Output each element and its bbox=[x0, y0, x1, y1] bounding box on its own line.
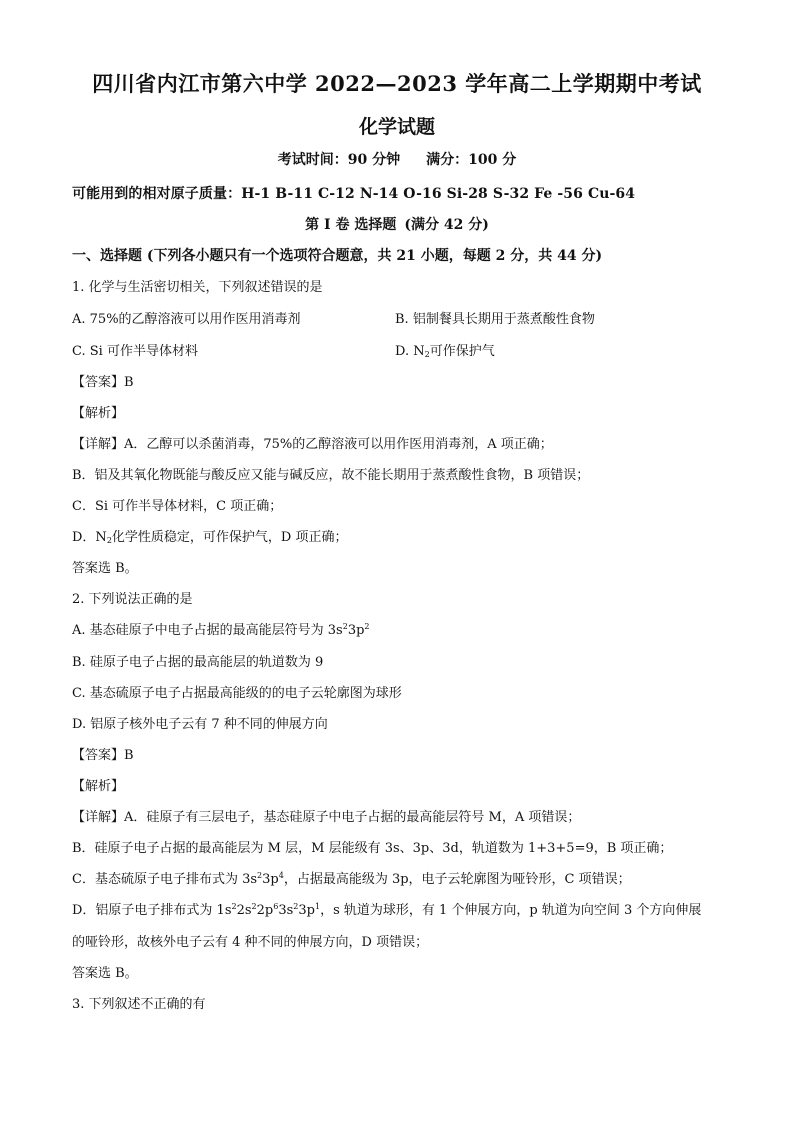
question-1-answer: 【答案】B bbox=[72, 375, 134, 390]
question-2-detail-d: D．铝原子电子排布式为 $1s^22s^22p^63s^23p^1$，s 轨道为球形，有 1 个伸展方向，p 轨道为向空间 3 个方向伸展 bbox=[72, 902, 702, 918]
question-1-option-a: A. 75%的乙醇溶液可以用作医用消毒剂 bbox=[72, 312, 301, 327]
exam-time: 考试时间：90 分钟 bbox=[277, 152, 401, 168]
question-1-option-d: D. $N_2$可作保护气 bbox=[395, 344, 495, 359]
question-1-detail-d: D．$N_2$化学性质稳定，可作保护气，D 项正确； bbox=[72, 530, 348, 545]
question-1-analysis-label: 【解析】 bbox=[72, 406, 125, 421]
question-1-detail-a: 【详解】A．乙醇可以杀菌消毒，75%的乙醇溶液可以用作医用消毒剂，A 项正确； bbox=[72, 437, 553, 452]
question-2-option-a: A. 基态硅原子中电子占据的最高能层符号为 $3s^23p^2$ bbox=[72, 622, 370, 638]
question-1-stem: 1. 化学与生活密切相关，下列叙述错误的是 bbox=[72, 280, 323, 295]
question-2-option-b: B. 硅原子电子占据的最高能层的轨道数为 9 bbox=[72, 655, 324, 670]
question-1-option-c: C. Si 可作半导体材料 bbox=[72, 344, 198, 359]
question-2-detail-a: 【详解】A．硅原子有三层电子，基态硅原子中电子占据的最高能层符号 M，A 项错误； bbox=[72, 810, 581, 825]
question-1-option-b: B. 铝制餐具长期用于蒸煮酸性食物 bbox=[395, 312, 595, 327]
question-2-detail-c: C．基态硫原子电子排布式为 $3s^23p^4$，占据最高能级为 3p，电子云轮廓图为哑铃形，C 项错误； bbox=[72, 871, 631, 887]
exam-title: 四川省内江市第六中学 2022—2023 学年高二上学期期中考试 bbox=[92, 71, 702, 96]
question-1-detail-b: B．铝及其氧化物既能与酸反应又能与碱反应，故不能长期用于蒸煮酸性食物，B 项错误； bbox=[72, 468, 590, 483]
section-heading bbox=[0, 214, 794, 234]
question-2-stem: 2. 下列说法正确的是 bbox=[72, 592, 193, 607]
full-score: 满分：100 分 bbox=[426, 152, 517, 168]
exam-subtitle: 化学试题 bbox=[358, 116, 435, 138]
atomic-masses: 可能用到的相对原子质量：H-1 B-11 C-12 N-14 O-16 Si-28 S-32 Fe -56 Cu-64 bbox=[72, 186, 636, 202]
question-2-option-c: C. 基态硫原子电子占据最高能级的的电子云轮廓图为球形 bbox=[72, 686, 402, 701]
question-2-detail-b: B．硅原子电子占据的最高能层为 M 层，M 层能级有 3s、3p、3d，轨道数为 1+3+5=9，B 项正确； bbox=[72, 841, 673, 856]
question-2-conclusion: 答案选 B。 bbox=[72, 966, 138, 981]
part-title: 一、选择题 (下列各小题只有一个选项符合题意，共 21 小题，每题 2 分，共 44 分) bbox=[72, 248, 603, 264]
question-3-stem: 3. 下列叙述不正确的有 bbox=[72, 997, 206, 1012]
question-2-option-d: D. 铝原子核外电子云有 7 种不同的伸展方向 bbox=[72, 717, 328, 732]
question-2-answer: 【答案】B bbox=[72, 748, 134, 763]
question-2-analysis-label: 【解析】 bbox=[72, 779, 125, 794]
question-1-conclusion: 答案选 B。 bbox=[72, 561, 138, 576]
section-score: (满分 42 分) bbox=[404, 217, 489, 233]
section-title: 第 I 卷 选择题 bbox=[305, 217, 397, 233]
question-2-detail-d-continued: 的哑铃形，故核外电子云有 4 种不同的伸展方向，D 项错误； bbox=[72, 935, 429, 950]
exam-meta bbox=[0, 149, 794, 169]
question-1-detail-c: C．Si 可作半导体材料，C 项正确； bbox=[72, 499, 283, 514]
